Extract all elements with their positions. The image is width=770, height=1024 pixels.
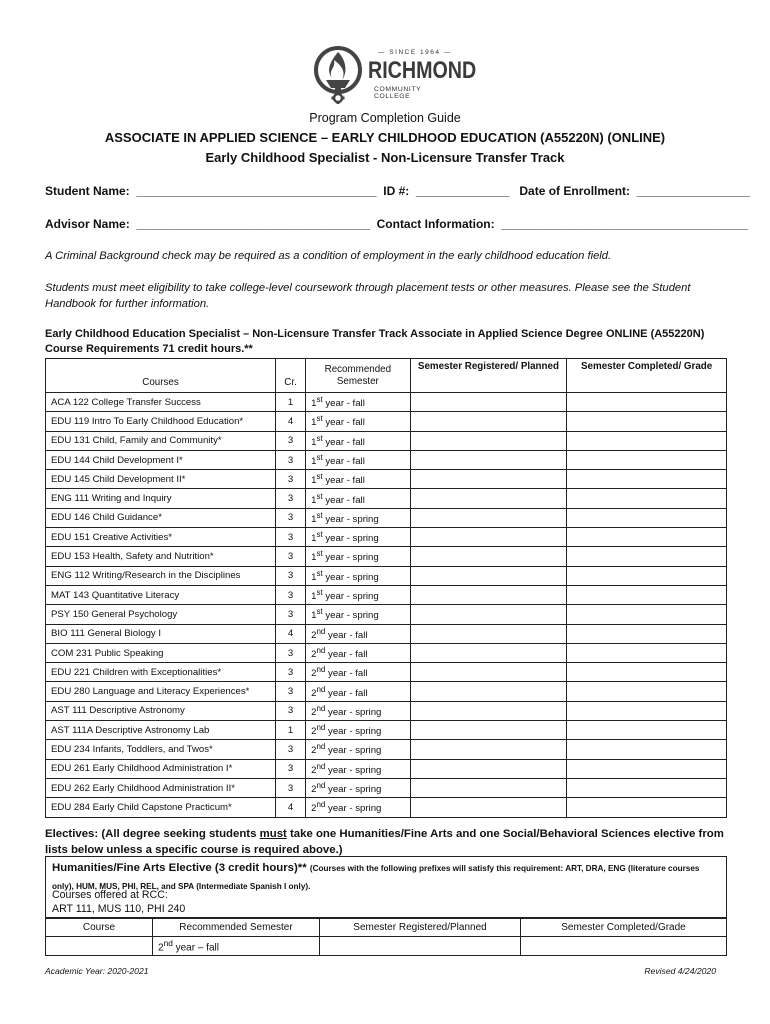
recommended-semester-cell: 1st year - fall	[306, 431, 410, 450]
course-name-cell: EDU 280 Language and Literacy Experiences*	[46, 682, 276, 701]
background-check-note: A Criminal Background check may be required as a condition of employment in the early childhood education field.	[45, 250, 612, 262]
recommended-semester-cell: 2nd year - spring	[306, 721, 410, 740]
course-name-cell: EDU 119 Intro To Early Childhood Education*	[46, 412, 276, 431]
elective-recommended-header: Recommended Semester	[153, 918, 320, 937]
table-row	[46, 566, 727, 585]
recommended-semester-cell: 1st year - spring	[306, 566, 410, 585]
recommended-semester-cell: 1st year - spring	[306, 605, 410, 624]
eligibility-note: Students must meet eligibility to take college-level coursework through placement tests or other measures. Please see the Student Handbook for further information.	[45, 282, 691, 310]
course-name-cell: EDU 221 Children with Exceptionalities*	[46, 663, 276, 682]
elective-completed-header: Semester Completed/Grade	[521, 918, 727, 937]
credit-cell: 3	[276, 663, 306, 682]
credit-cell: 3	[276, 528, 306, 547]
credit-cell: 4	[276, 624, 306, 643]
table-row	[46, 393, 727, 412]
course-requirements-table	[45, 358, 727, 818]
semester-registered-cell[interactable]	[410, 798, 567, 817]
recommended-semester-cell: 1st year - fall	[306, 450, 410, 469]
credit-cell: 4	[276, 798, 306, 817]
logo-since-text: — SINCE 1964 —	[378, 49, 452, 56]
course-name-cell: EDU 144 Child Development I*	[46, 450, 276, 469]
semester-completed-cell[interactable]	[567, 489, 727, 508]
recommended-semester-cell: 1st year - fall	[306, 393, 410, 412]
academic-year-footer: Academic Year: 2020-2021	[45, 966, 149, 976]
course-rows	[46, 393, 727, 818]
recommended-semester-cell: 2nd year - fall	[306, 624, 410, 643]
credit-cell: 3	[276, 470, 306, 489]
semester-registered-cell[interactable]	[410, 701, 567, 720]
semester-registered-cell[interactable]	[410, 624, 567, 643]
credit-cell: 3	[276, 740, 306, 759]
semester-completed-cell[interactable]	[567, 528, 727, 547]
semester-completed-cell[interactable]	[567, 624, 727, 643]
courses-column-header: Courses	[46, 359, 276, 393]
course-name-cell: ACA 122 College Transfer Success	[46, 393, 276, 412]
semester-registered-cell[interactable]	[410, 643, 567, 662]
course-name-cell: EDU 284 Early Child Capstone Practicum*	[46, 798, 276, 817]
semester-registered-cell[interactable]	[410, 470, 567, 489]
credit-cell: 4	[276, 412, 306, 431]
semester-completed-cell[interactable]	[567, 721, 727, 740]
semester-completed-cell[interactable]	[567, 740, 727, 759]
recommended-semester-cell: 1st year - spring	[306, 508, 410, 527]
semester-completed-cell[interactable]	[567, 585, 727, 604]
electives-heading-must: must	[259, 828, 287, 840]
semester-completed-cell[interactable]	[567, 470, 727, 489]
course-name-cell: EDU 234 Infants, Toddlers, and Twos*	[46, 740, 276, 759]
credit-cell: 1	[276, 393, 306, 412]
table-row	[46, 663, 727, 682]
credit-cell: 3	[276, 585, 306, 604]
recommended-semester-cell: 1st year - spring	[306, 547, 410, 566]
credit-cell: 3	[276, 778, 306, 797]
recommended-semester-cell: 2nd year - fall	[306, 643, 410, 662]
course-name-cell: EDU 131 Child, Family and Community*	[46, 431, 276, 450]
credit-cell: 3	[276, 759, 306, 778]
recommended-semester-cell: 2nd year - spring	[306, 701, 410, 720]
recommended-semester-cell: 2nd year - spring	[306, 740, 410, 759]
recommended-semester-cell: 1st year - spring	[306, 585, 410, 604]
semester-registered-cell[interactable]	[410, 585, 567, 604]
semester-registered-cell[interactable]	[410, 663, 567, 682]
semester-completed-cell[interactable]	[567, 450, 727, 469]
requirements-heading	[45, 327, 735, 357]
course-name-cell: BIO 111 General Biology I	[46, 624, 276, 643]
recommended-semester-cell: 2nd year - spring	[306, 798, 410, 817]
table-row	[46, 682, 727, 701]
credit-cell: 3	[276, 701, 306, 720]
elective-course-header: Course	[46, 918, 153, 937]
offered-list: ART 111, MUS 110, PHI 240	[52, 903, 186, 915]
student-info-line[interactable]: Student Name: ____________________________________ ID #: ______________ Date of Enrollment: _________________	[45, 184, 751, 198]
course-name-cell: MAT 143 Quantitative Literacy	[46, 585, 276, 604]
recommended-semester-cell: 2nd year - spring	[306, 778, 410, 797]
semester-completed-cell[interactable]	[567, 778, 727, 797]
offered-label: Courses offered at RCC:	[52, 889, 168, 901]
recommended-semester-cell: 2nd year - spring	[306, 759, 410, 778]
recommended-semester-cell: 2nd year - fall	[306, 682, 410, 701]
semester-registered-cell[interactable]	[410, 450, 567, 469]
semester-completed-cell[interactable]	[567, 566, 727, 585]
table-row	[46, 547, 727, 566]
semester-registered-cell[interactable]	[410, 566, 567, 585]
table-row	[46, 585, 727, 604]
semester-completed-cell[interactable]	[567, 547, 727, 566]
credit-cell: 3	[276, 489, 306, 508]
semester-registered-cell[interactable]	[410, 682, 567, 701]
elective-recommended-cell: 2nd year – fall	[153, 937, 320, 956]
table-row	[46, 412, 727, 431]
course-name-cell: EDU 146 Child Guidance*	[46, 508, 276, 527]
torch-gear-icon	[312, 46, 364, 104]
humanities-offered	[52, 888, 185, 916]
elective-course-cell[interactable]	[46, 937, 153, 956]
humanities-elective-title: Humanities/Fine Arts Elective (3 credit hours)**	[52, 862, 310, 874]
semester-completed-cell[interactable]	[567, 431, 727, 450]
semester-registered-cell[interactable]	[410, 431, 567, 450]
college-logo	[312, 44, 477, 108]
credit-cell: 3	[276, 547, 306, 566]
table-row	[46, 759, 727, 778]
elective-table-row	[46, 937, 727, 956]
recommended-semester-cell: 1st year - fall	[306, 470, 410, 489]
semester-completed-cell[interactable]	[567, 508, 727, 527]
credit-cell: 3	[276, 682, 306, 701]
revised-date-footer: Revised 4/24/2020	[644, 966, 716, 976]
semester-registered-cell[interactable]	[410, 740, 567, 759]
course-name-cell: EDU 145 Child Development II*	[46, 470, 276, 489]
recommended-semester-cell: 1st year - fall	[306, 489, 410, 508]
semester-completed-cell[interactable]	[567, 605, 727, 624]
table-row	[46, 508, 727, 527]
credit-cell: 3	[276, 605, 306, 624]
course-name-cell: EDU 262 Early Childhood Administration II*	[46, 778, 276, 797]
semester-completed-cell[interactable]	[567, 393, 727, 412]
course-name-cell: PSY 150 General Psychology	[46, 605, 276, 624]
credits-column-header: Cr.	[276, 359, 306, 393]
credit-cell: 1	[276, 721, 306, 740]
humanities-prefix-note: (Courses with the following prefixes will satisfy this requirement: ART, DRA, ENG (literature courses only), HUM, MUS, PHI, REL, and SPA (Intermediate Spanish I only).	[52, 864, 700, 891]
credit-cell: 3	[276, 431, 306, 450]
credit-cell: 3	[276, 566, 306, 585]
recommended-semester-cell: 1st year - spring	[306, 528, 410, 547]
credit-cell: 3	[276, 508, 306, 527]
semester-completed-cell[interactable]	[567, 701, 727, 720]
recommended-semester-cell: 1st year - fall	[306, 412, 410, 431]
semester-registered-column-header: Semester Registered/ Planned	[410, 359, 567, 393]
elective-table-header-row	[46, 918, 727, 937]
elective-completed-cell[interactable]	[521, 937, 727, 956]
course-name-cell: ENG 112 Writing/Research in the Disciplines	[46, 566, 276, 585]
course-name-cell: EDU 261 Early Childhood Administration I*	[46, 759, 276, 778]
electives-heading-post: take one Humanities/Fine Arts and one Social/Behavioral Sciences elective from lists below unless a specific course is required above.)	[45, 828, 724, 856]
table-row	[46, 701, 727, 720]
table-row	[46, 643, 727, 662]
table-row	[46, 605, 727, 624]
table-header-row	[46, 359, 727, 393]
program-title: ASSOCIATE IN APPLIED SCIENCE – EARLY CHILDHOOD EDUCATION (A55220N) (ONLINE)	[104, 130, 666, 145]
semester-registered-cell[interactable]	[410, 528, 567, 547]
table-row	[46, 528, 727, 547]
table-row	[46, 721, 727, 740]
track-title: Early Childhood Specialist - Non-Licensure Transfer Track	[205, 150, 565, 165]
table-row	[46, 740, 727, 759]
credit-cell: 3	[276, 643, 306, 662]
course-name-cell: AST 111A Descriptive Astronomy Lab	[46, 721, 276, 740]
table-row	[46, 470, 727, 489]
requirements-heading-line2: Course Requirements 71 credit hours.**	[45, 343, 253, 355]
table-row	[46, 624, 727, 643]
elective-registered-cell[interactable]	[320, 937, 521, 956]
table-row	[46, 798, 727, 817]
semester-registered-cell[interactable]	[410, 393, 567, 412]
recommended-semester-column-header: Recommended Semester	[306, 359, 410, 393]
table-row	[46, 431, 727, 450]
semester-completed-cell[interactable]	[567, 412, 727, 431]
semester-registered-cell[interactable]	[410, 489, 567, 508]
semester-completed-cell[interactable]	[567, 663, 727, 682]
semester-completed-cell[interactable]	[567, 682, 727, 701]
advisor-info-line[interactable]: Advisor Name: ___________________________________ Contact Information: _____________________________________	[45, 217, 749, 231]
semester-registered-cell[interactable]	[410, 412, 567, 431]
semester-registered-cell[interactable]	[410, 759, 567, 778]
semester-registered-cell[interactable]	[410, 508, 567, 527]
humanities-elective-box	[45, 856, 727, 919]
course-name-cell: ENG 111 Writing and Inquiry	[46, 489, 276, 508]
requirements-heading-line1: Early Childhood Education Specialist – Non-Licensure Transfer Track Associate in Applied Science Degree ONLINE (A55220N)	[45, 328, 705, 340]
recommended-semester-cell: 2nd year - fall	[306, 663, 410, 682]
semester-registered-cell[interactable]	[410, 721, 567, 740]
semester-completed-cell[interactable]	[567, 798, 727, 817]
course-name-cell: EDU 151 Creative Activities*	[46, 528, 276, 547]
table-row	[46, 450, 727, 469]
semester-completed-cell[interactable]	[567, 643, 727, 662]
course-name-cell: EDU 153 Health, Safety and Nutrition*	[46, 547, 276, 566]
semester-registered-cell[interactable]	[410, 778, 567, 797]
semester-completed-cell[interactable]	[567, 759, 727, 778]
course-name-cell: COM 231 Public Speaking	[46, 643, 276, 662]
elective-registered-header: Semester Registered/Planned	[320, 918, 521, 937]
electives-heading-pre: Electives: (All degree seeking students	[45, 828, 260, 840]
credit-cell: 3	[276, 450, 306, 469]
table-row	[46, 778, 727, 797]
semester-completed-column-header: Semester Completed/ Grade	[567, 359, 727, 393]
semester-registered-cell[interactable]	[410, 547, 567, 566]
logo-name-text: RICHMOND	[368, 57, 477, 84]
document-title: Program Completion Guide	[309, 111, 461, 125]
electives-heading	[45, 826, 735, 858]
semester-registered-cell[interactable]	[410, 605, 567, 624]
table-row	[46, 489, 727, 508]
course-name-cell: AST 111 Descriptive Astronomy	[46, 701, 276, 720]
elective-table	[45, 917, 727, 956]
logo-subtitle-text: COMMUNITY COLLEGE	[374, 86, 422, 100]
